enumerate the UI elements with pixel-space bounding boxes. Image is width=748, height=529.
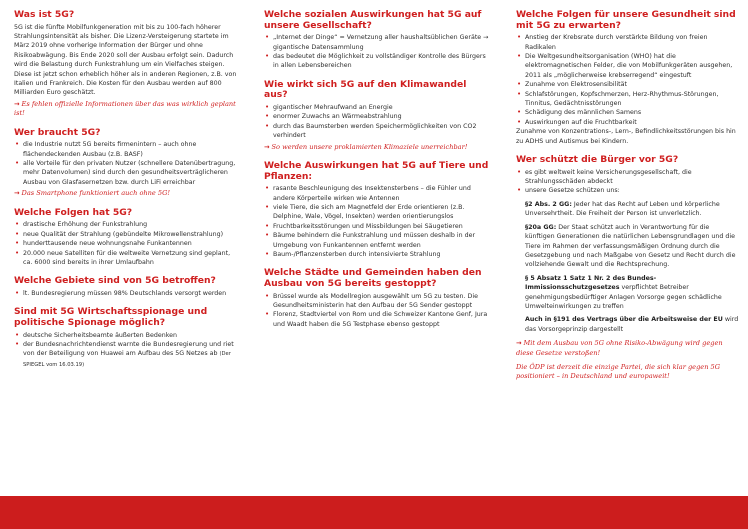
section-wer-braucht-5g (14, 128, 240, 199)
list-tiere-pflanzen (264, 184, 490, 259)
list-wer-schuetzt (516, 168, 740, 196)
heading-gesundheit: Welche Folgen für unsere Gesundheit sind mit 5G zu erwarten? (516, 9, 736, 31)
section-spionage (14, 307, 240, 370)
source-citation: (Der SPIEGEL vom 16.03.19) (23, 351, 231, 368)
list-item: • das bedeutet die Möglichkeit zu vollständiger Kontrolle des Bürgers in allen Lebensbereichen (264, 52, 490, 71)
list-item: • es gibt weltweit keine Versicherungsgesellschaft, die Strahlungsschäden abdeckt (516, 168, 740, 187)
note-gesetze-verstoss: → Mit dem Ausbau von 5G ohne Risiko-Abwägung wird gegen diese Gesetze verstoßen! (516, 339, 723, 357)
section-folgen-5g (14, 208, 240, 268)
text-gesundheit-kinder: Zunahme von Konzentrations-, Lern-, Befindlichkeitsstörungen bis hin zu ADHS und Autismus bei Kindern. (516, 128, 736, 145)
section-wer-schuetzt (516, 155, 740, 382)
list-item: • 20.000 neue Satelliten für die weltweite Vernetzung sind geplant, ca. 6000 sind bereits in ihrer Umlaufbahn (14, 249, 240, 268)
list-item: • Anstieg der Krebsrate durch verstärkte Bildung von freien Radikalen (516, 33, 740, 52)
heading-soziale-auswirkungen: Welche sozialen Auswirkungen hat 5G auf unsere Gesellschaft? (264, 9, 482, 31)
heading-wer-braucht-5g: Wer braucht 5G? (14, 126, 101, 138)
list-item: • „Internet der Dinge“ = Vernetzung aller haushaltsüblichen Geräte → gigantische Datensammlung (264, 33, 490, 52)
section-gesundheit (516, 10, 740, 146)
heading-staedte-gestoppt: Welche Städte und Gemeinden haben den Ausbau von 5G bereits gestoppt? (264, 267, 482, 290)
note-offizielle-informationen: → Es fehlen offizielle Informationen über das was wirklich geplant ist! (14, 99, 236, 118)
list-item: • unsere Gesetze schützen uns: (516, 186, 740, 195)
list-item: • deutsche Sicherheitsbeamte äußerten Bedenken (14, 331, 240, 340)
list-item: • Brüssel wurde als Modellregion ausgewählt um 5G zu testen. Die Gesundheitsministerin hat den Aufbau der 5G Sender gestoppt (264, 292, 490, 311)
arrow-right-icon: → (264, 142, 270, 151)
note-klimaziele: → So werden unsere proklamierten Klimaziele unerreichbar! (264, 142, 468, 151)
heading-gebiete: Welche Gebiete sind von 5G betroffen? (14, 275, 216, 287)
list-item: • die Industrie nutzt 5G bereits firmenintern – auch ohne flächendeckenden Ausbau (z.B. BASF) (14, 140, 240, 159)
list-gebiete (14, 289, 240, 298)
list-item: • durch das Baumsterben werden Speichermöglichkeiten von CO2 verhindert (264, 122, 490, 141)
list-item: • lt. Bundesregierung müssen 98% Deutschlands versorgt werden (14, 289, 240, 298)
list-item: • rasante Beschleunigung des Insektensterbens – die Fühler und andere Körperteile wirken wie Antennen (264, 184, 490, 203)
heading-was-ist-5g: Was ist 5G? (14, 9, 75, 20)
list-item: • Schädigung des männlichen Samens (516, 108, 740, 117)
column-2 (264, 10, 490, 338)
list-item: • Auswirkungen auf die Fruchtbarkeit (516, 118, 740, 127)
list-item: • Florenz, Stadtviertel von Rom und die Schweizer Kantone Genf, Jura und Waadt haben die 5G Testphase ebenso gestoppt (264, 310, 490, 329)
list-item: • hunderttausende neue wohnungsnahe Funkantennen (14, 239, 240, 248)
text-was-ist-5g: 5G ist die fünfte Mobilfunkgeneration mit bis zu 100-fach höherer Strahlungsintensität als bisher. Die Lizenz-Versteigerung startete im März 2019 ohne vorherige Information der Bürger und ohne Risikoabwägung. Bis Ende 2020 soll der Ausbau erfolgt sein. Dadurch wird die Belastung durch Funkstrahlung um ein Vielfaches steigen. Diese ist jetzt schon erheblich höher als in anderen Regionen, z.B. von Italien und Frankreich. Die Kosten für den Ausbau werden auf 800 Milliarden Euro geschätzt. (14, 23, 237, 97)
list-item: • Baum-/Pflanzensterben durch intensivierte Strahlung (264, 250, 490, 259)
footer-band (0, 496, 748, 529)
note-smartphone: → Das Smartphone funktioniert auch ohne 5G! (14, 189, 171, 198)
arrow-right-icon: → (516, 339, 522, 348)
list-klimawandel (264, 103, 490, 141)
heading-tiere-pflanzen: Welche Auswirkungen hat 5G auf Tiere und Pflanzen: (264, 160, 489, 182)
list-item: • alle Vorteile für den privaten Nutzer (schnellere Datenübertragung, mehr Datenvolumen) sind durch den gesundheitsverträglicheren Ausbau von Glasfasernetzen bzw. durch LiFi erreichbar (14, 159, 240, 187)
column-1 (14, 10, 240, 379)
section-gebiete (14, 276, 240, 298)
list-item: • viele Tiere, die sich am Magnetfeld der Erde orientieren (z.B. Delphine, Wale, Vögel, Insekten) werden orientierungslos (264, 203, 490, 222)
law-paragraph: §20a GG: Der Staat schützt auch in Verantwortung für die künftigen Generationen die natürlichen Lebensgrundlagen und die Tiere im Rahmen der verfassungsmäßigen Ordnung durch die Gesetzgebung und nach Maßgabe von Gesetz und Recht durch die vollziehende Gewalt und die Rechtsprechung. (525, 223, 736, 269)
heading-spionage: Sind mit 5G Wirtschaftsspionage und politische Spionage möglich? (14, 306, 208, 328)
note-oedp: Die ÖDP ist derzeit die einzige Partei, die sich klar gegen 5G positioniert – in Deutschland und europaweit! (516, 362, 721, 381)
list-wer-braucht-5g (14, 140, 240, 187)
section-soziale-auswirkungen (264, 10, 490, 71)
list-item: • Fruchtbarkeitsstörungen und Missbildungen bei Säugetieren (264, 222, 490, 231)
heading-wer-schuetzt: Wer schützt die Bürger vor 5G? (516, 154, 679, 166)
list-item: • Die Weltgesundheitsorganisation (WHO) hat die elektromagnetischen Felder, die von Mobilfunkgeräten ausgehen, 2011 als „möglicherweise krebserregend“ eingestuft (516, 52, 740, 80)
list-item: • Bäume behindern die Funkstrahlung und müssen deshalb in der Umgebung von Funkantennen entfernt werden (264, 231, 490, 250)
arrow-right-icon: → (14, 99, 20, 108)
list-folgen-5g (14, 220, 240, 267)
list-gesundheit (516, 33, 740, 127)
column-3 (516, 10, 740, 391)
heading-folgen-5g: Welche Folgen hat 5G? (14, 206, 133, 218)
list-spionage (14, 331, 240, 371)
arrow-right-icon: → (14, 189, 20, 198)
section-staedte-gestoppt (264, 268, 490, 329)
list-item: • enormer Zuwachs an Wärmeabstrahlung (264, 112, 490, 121)
section-was-ist-5g (14, 10, 240, 119)
law-paragraph: §2 Abs. 2 GG: Jeder hat das Recht auf Leben und körperliche Unversehrtheit. Die Freiheit der Person ist unverletzlich. (525, 200, 720, 218)
list-item: • drastische Erhöhung der Funkstrahlung (14, 220, 240, 229)
section-klimawandel (264, 80, 490, 152)
list-staedte-gestoppt (264, 292, 490, 330)
heading-klimawandel: Wie wirkt sich 5G auf den Klimawandel aus? (264, 78, 467, 101)
list-soziale-auswirkungen (264, 33, 490, 71)
list-item: • gigantischer Mehraufwand an Energie (264, 103, 490, 112)
law-paragraph: Auch in §191 des Vertrags über die Arbeitsweise der EU wird das Vorsorgeprinzip dargestellt (525, 316, 739, 333)
list-item: • der Bundesnachrichtendienst warnte die Bundesregierung und riet von der Beteiligung von Huawei am Aufbau des 5G Netzes ab (Der SPIEGEL vom 16.03.19) (14, 340, 240, 370)
list-item: • neue Qualität der Strahlung (gebündelte Mikrowellenstrahlung) (14, 230, 240, 239)
section-tiere-pflanzen (264, 161, 490, 259)
list-item: • Zunahme von Elektrosensibilität (516, 80, 740, 89)
law-paragraph: § 5 Absatz 1 Satz 1 Nr. 2 des Bundes-Immissionsschutzgesetzes verpflichtet Betreiber genehmigungsbedürftiger Anlagen Vorsorge gegen schädliche Umwelteinwirkungen zu treffen (525, 274, 722, 310)
list-item: • Schlafstörungen, Kopfschmerzen, Herz-Rhythmus-Störungen, Tinnitus, Gedächtnisstörungen (516, 90, 740, 109)
